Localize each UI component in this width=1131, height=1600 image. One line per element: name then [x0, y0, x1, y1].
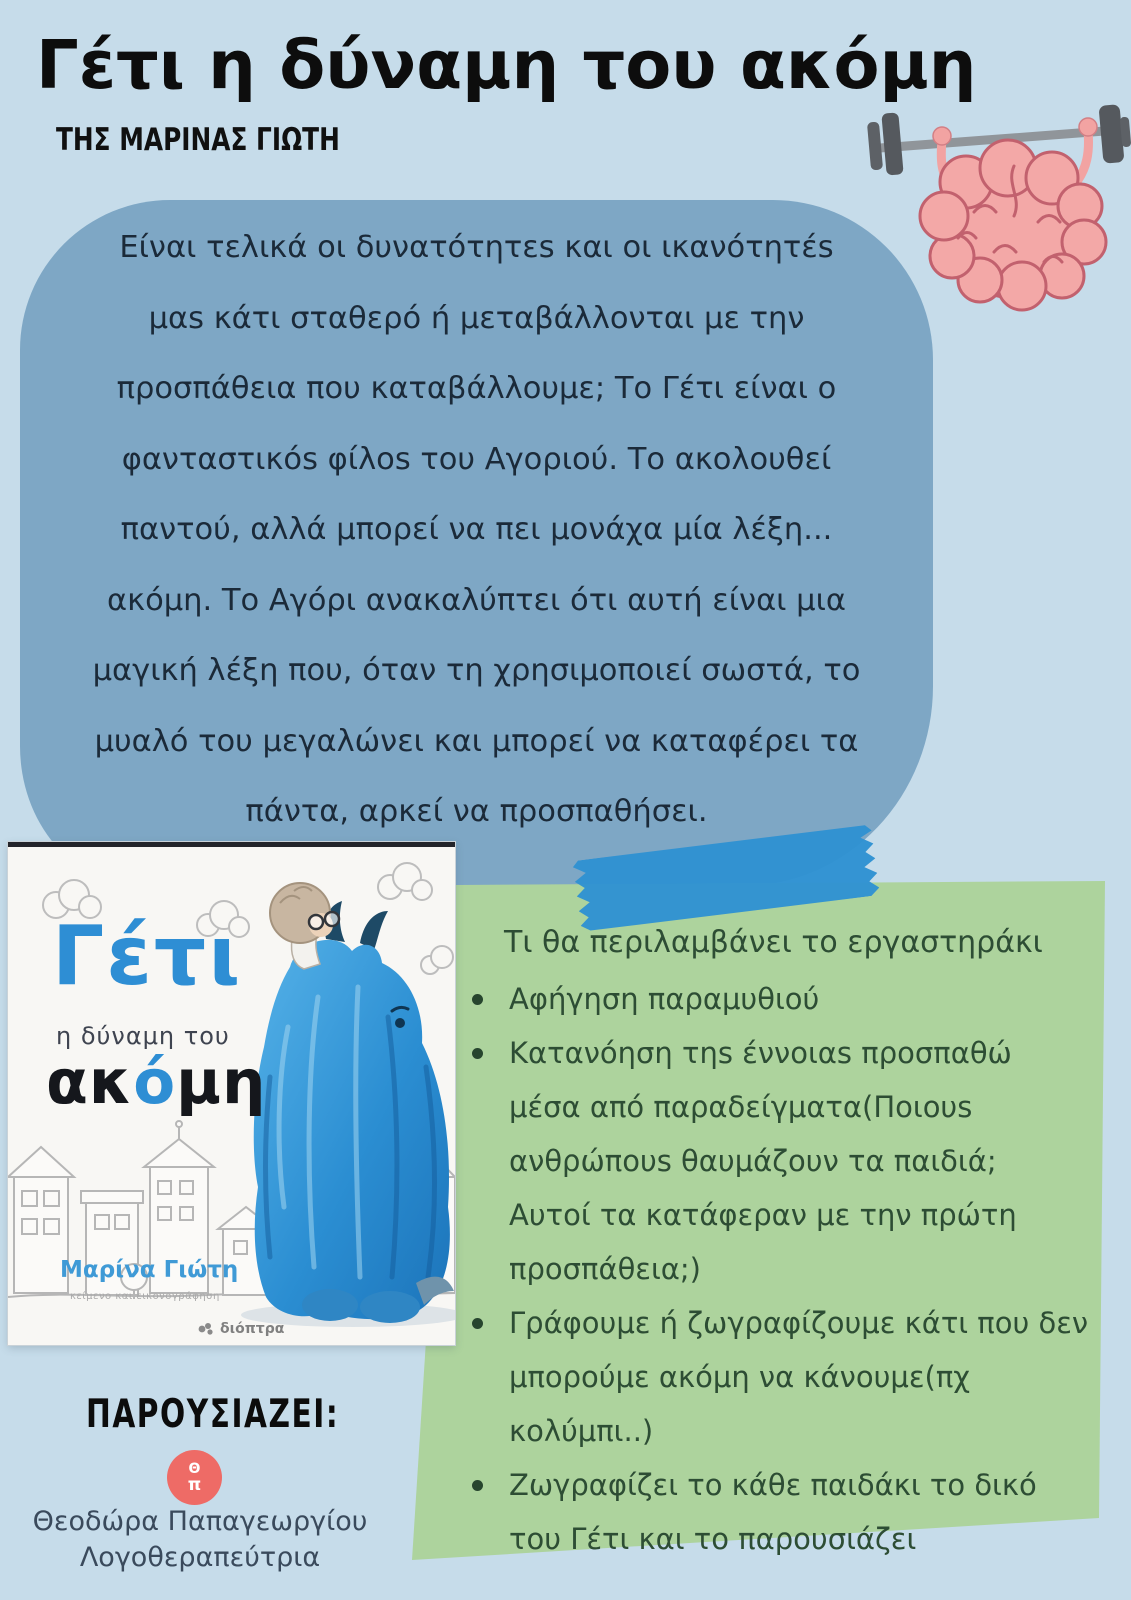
cloud-doodle: [421, 946, 453, 974]
bullet-dot: [472, 1480, 483, 1491]
cover-word-part: ακ: [46, 1047, 134, 1118]
intro-line: ακόμη. Το Αγόρι ανακαλύπτει ότι αυτή είναι μια: [106, 582, 847, 618]
cover-word-accent: ό: [133, 1047, 177, 1118]
bullet-line: ανθρώπουs θαυμάζουν τα παιδιά;: [509, 1144, 997, 1178]
bullet-dot: [472, 1318, 483, 1329]
bullet-line: Αφήγηση παραμυθιού: [509, 982, 820, 1016]
intro-text: [20, 213, 933, 848]
cover-word-part: μη: [176, 1047, 267, 1118]
book-cover: [8, 842, 455, 1345]
bullet-line: Αυτοί τα κατάφεραν με την πρώτη: [509, 1198, 1017, 1232]
intro-line: μαs κάτι σταθερό ή μεταβάλλονται με την: [148, 300, 805, 336]
publisher-name: διόπτρα: [220, 1321, 285, 1337]
intro-line: μυαλό του μεγαλώνει και μπορεί να καταφέρει τα: [94, 723, 859, 759]
bullet-line: μπορούμε ακόμη να κάνουμε(πχ: [509, 1360, 971, 1394]
workshop-heading: Τι θα περιλαμβάνει το εργαστηράκι: [504, 925, 1043, 960]
bullet-line: του Γέτι και το παρουσιάζει: [509, 1522, 917, 1556]
bullet-line: κολύμπι..): [509, 1414, 654, 1448]
bullet-line: προσπάθεια;): [509, 1252, 701, 1286]
bullet-dot: [472, 994, 483, 1005]
bullet-line: Ζωγραφίζει το κάθε παιδάκι το δικό: [509, 1468, 1037, 1502]
cover-credit: κείμενο και εικονογράφηση: [70, 1291, 220, 1302]
presenter-logo: [167, 1450, 222, 1505]
presenter-role: Λογοθεραπεύτρια: [79, 1542, 321, 1573]
brain-barbell-icon: [856, 80, 1131, 314]
list-item: [470, 1026, 1110, 1296]
cover-title: Γέτι: [52, 909, 243, 1004]
publisher-row: [198, 1321, 284, 1337]
bullet-line: μέσα από παραδείγματα(Ποιουs: [509, 1090, 973, 1124]
workshop-list: [470, 972, 1110, 1566]
bullet-line: Γράφουμε ή ζωγραφίζουμε κάτι που δεν: [509, 1306, 1089, 1340]
list-item: [470, 1296, 1110, 1458]
intro-line: πάντα, αρκεί να προσπαθήσει.: [245, 794, 708, 829]
presents-label: ΠΑΡΟΥΣΙΑΖΕΙ:: [86, 1392, 340, 1437]
logo-theta: Θ: [188, 1460, 201, 1477]
logo-pi: π: [187, 1474, 202, 1495]
intro-line: Είναι τελικά οι δυνατότητεs και οι ικανότητέs: [119, 230, 834, 265]
presenter-block: [5, 1504, 395, 1576]
cover-word-akomi: [46, 1047, 267, 1118]
page-title: Γέτι η δύναμη του ακόμη: [36, 26, 977, 104]
intro-line: μαγική λέξη που, όταν τη χρησιμοποιεί σωστά, το: [92, 653, 861, 688]
intro-line: φανταστικόs φίλοs του Αγοριού. Το ακολουθεί: [121, 441, 832, 477]
cloud-doodle: [378, 863, 432, 900]
list-item: [470, 972, 1110, 1026]
intro-line: προσπάθεια που καταβάλλουμε; Το Γέτι είναι ο: [116, 371, 837, 406]
bullet-dot: [472, 1048, 483, 1059]
cover-author: Μαρίνα Γιώτη: [60, 1257, 239, 1283]
publisher-logo-icon: [198, 1322, 215, 1336]
cover-subtitle: η δύναμη του: [56, 1022, 230, 1050]
intro-line: παντού, αλλά μπορεί να πει μονάχα μία λέξη...: [120, 512, 833, 547]
presenter-name: Θεοδώρα Παπαγεωργίου: [32, 1506, 368, 1537]
bullet-line: Κατανόηση τηs έννοιαs προσπαθώ: [509, 1036, 1012, 1070]
book-author-line: ΤΗΣ ΜΑΡΙΝΑΣ ΓΙΩΤΗ: [56, 122, 340, 158]
list-item: [470, 1458, 1110, 1566]
